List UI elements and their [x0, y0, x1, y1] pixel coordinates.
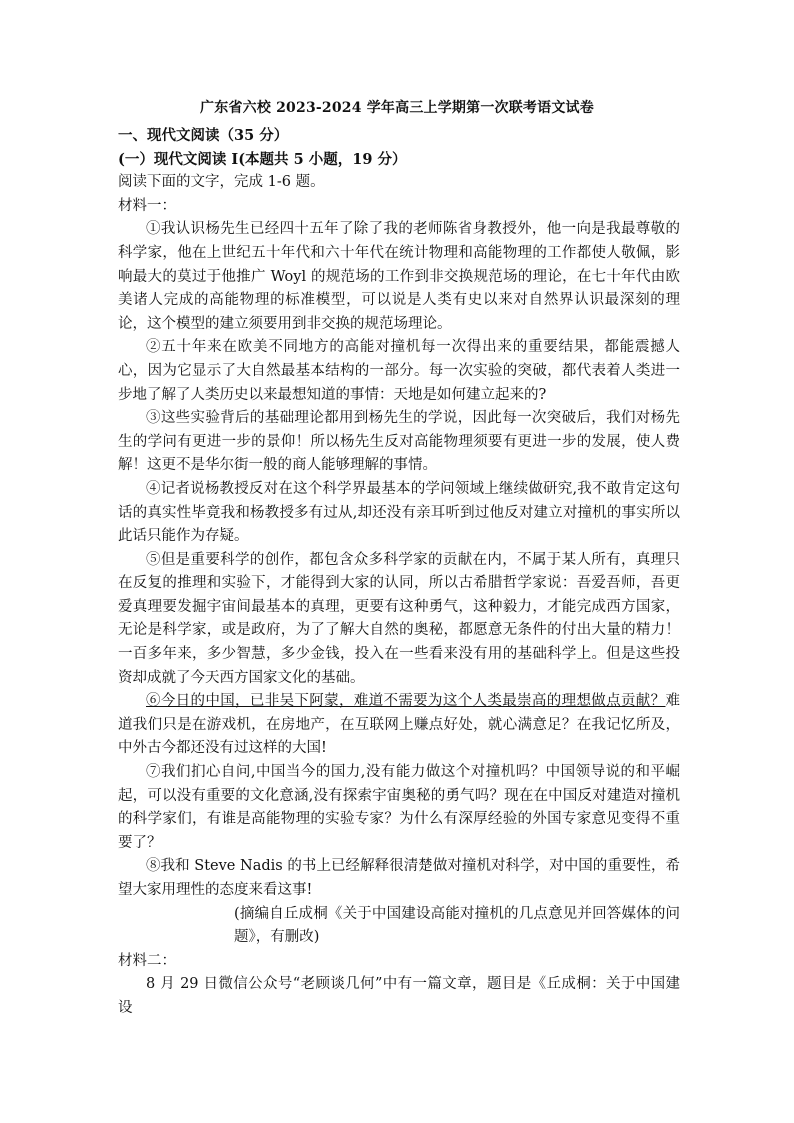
paragraph-9: 8 月 29 日微信公众号“老顾谈几何”中有一篇文章，题目是《丘成桐：关于中国建设: [118, 976, 680, 1016]
paragraph-6-rest: 难道我们只是在游戏机，在房地产，在互联网上赚点好处，就心满意足？在我记忆所及，中外古今都还没有过这样的大国!: [118, 693, 680, 757]
paragraph-7: ⑦我们扪心自问,中国当今的国力,没有能力做这个对撞机吗？中国领导说的和平崛起，可以没有重要的文化意涵,没有探索宇宙奥秘的勇气吗？现在在中国反对建造对撞机的科学家们，有谁是高能物理的实验专家？为什么有深厚经验的外国专家意见变得不重要了？: [118, 764, 680, 851]
paragraph-4: ④记者说杨教授反对在这个科学界最基本的学问领域上继续做研究,我不敢肯定这句话的真实性毕竟我和杨教授多有过从,却还没有亲耳听到过他反对建立对撞机的事实所以此话只能作为存疑。: [118, 480, 680, 545]
paragraph-2: ②五十年来在欧美不同地方的高能对撞机每一次得出来的重要结果，都能震撼人心，因为它显示了大自然最基本结构的一部分。每一次实验的突破，都代表着人类进一步地了解了人类历史以来最想知道的事情：天地是如何建立起来的?: [118, 339, 680, 403]
page-title: 广东省六校 2023-2024 学年高三上学期第一次联考语文试卷: [200, 100, 594, 116]
document-body: [118, 124, 680, 1021]
material-label-2: 材料二：: [118, 952, 176, 969]
instruction-text: 阅读下面的文字，完成 1-6 题。: [118, 174, 325, 191]
paragraph-6: [118, 690, 680, 761]
paragraph-5: ⑤但是重要科学的创作，都包含众多科学家的贡献在内，不属于某人所有，真理只在反复的推理和实验下，才能得到大家的认同，所以古希腊哲学家说：吾爱吾师，吾更爱真理要发掘宇宙间最基本的真理，更要有这种勇气，这种毅力，才能完成西方国家，无论是科学家，或是政府，为了了解大自然的奥秘，都愿意无条件的付出大量的精力！一百多年来，多少智慧，多少金钱，投入在一些看来没有用的基础科学上。但是这些投资却成就了今天西方国家文化的基础。: [118, 551, 680, 686]
material-label: 材料一：: [118, 197, 176, 214]
source-citation: (摘编自丘成桐《关于中国建设高能对撞机的几点意见并回答媒体的问题》，有删改): [234, 905, 680, 946]
paragraph-1: ①我认识杨先生已经四十五年了除了我的老师陈省身教授外，他一向是我最尊敬的科学家，他在上世纪五十年代和六十年代在统计物理和高能物理的工作都使人敬佩，影响最大的莫过于他推广 Woyl 的规范场的工作到非交换规范场的理论，在七十年代由欧美诸人完成的高能物理的标准模型，可以说是人类有史以来对自然界认识最深刻的理论，这个模型的建立须要用到非交换的规范场理论。: [118, 221, 680, 332]
section-heading: 一、现代文阅读（35 分）: [118, 127, 289, 144]
subsection-heading: (一）现代文阅读 I(本题共 5 小题，19 分）: [118, 150, 407, 168]
paragraph-8: ⑧我和 Steve Nadis 的书上已经解释很清楚做对撞机对科学，对中国的重要性，希望大家用理性的态度来看这事!: [118, 858, 680, 898]
underlined-sentence: ⑥今日的中国，已非吴下阿蒙，难道不需要为这个人类最崇高的理想做点贡献？: [146, 693, 666, 710]
paragraph-3: ③这些实验背后的基础理论都用到杨先生的学说，因此每一次突破后，我们对杨先生的学问有更进一步的景仰！所以杨先生反对高能物理须要有更进一步的发展，使人费解！这更不是华尔街一般的商人能够理解的事情。: [118, 410, 680, 474]
